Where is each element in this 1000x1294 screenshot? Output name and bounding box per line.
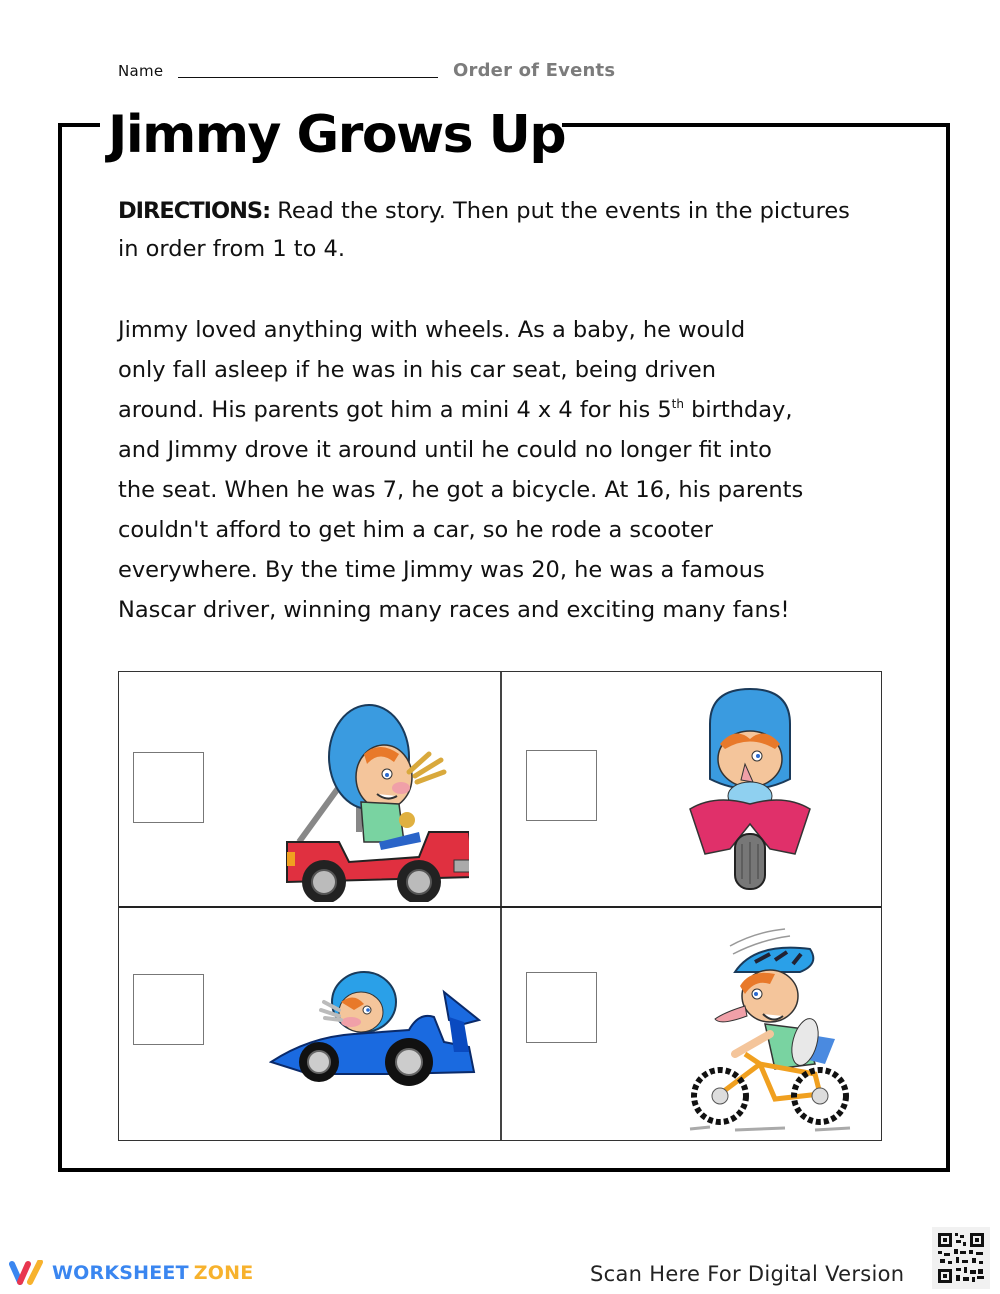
- boy-riding-bicycle-icon: [675, 924, 855, 1134]
- page-title: Jimmy Grows Up: [108, 105, 566, 165]
- frame-border-top-left: [58, 123, 100, 127]
- story-line: the seat. When he was 7, he got a bicycle. At 16, his parents: [118, 477, 804, 503]
- story-line: and Jimmy drove it around until he could no longer fit into: [118, 437, 772, 463]
- story-line: only fall asleep if he was in his car seat, being driven: [118, 357, 716, 383]
- directions-text: Read the story. Then put the events in the pictures in order from 1 to 4.: [118, 198, 850, 262]
- story-line-text: around. His parents got him a mini 4 x 4 for his 5: [118, 397, 672, 423]
- qr-code-icon[interactable]: [932, 1227, 990, 1289]
- frame-border-bottom: [58, 1168, 950, 1172]
- scan-instruction: Scan Here For Digital Version: [590, 1262, 905, 1286]
- answer-box-top-right[interactable]: [526, 750, 597, 821]
- story-line-tail: birthday,: [683, 397, 793, 423]
- story-line: couldn't afford to get him a car, so he rode a scooter: [118, 517, 713, 543]
- story-line: Jimmy loved anything with wheels. As a baby, he would: [118, 317, 746, 343]
- frame-border-left: [58, 123, 62, 1172]
- answer-box-top-left[interactable]: [133, 752, 204, 823]
- frame-border-top-right: [562, 123, 950, 127]
- picture-grid: [118, 671, 882, 1141]
- brand-name-worksheet: WORKSHEET: [52, 1262, 189, 1284]
- boy-riding-pink-scooter-icon: [685, 684, 815, 899]
- answer-box-bottom-left[interactable]: [133, 974, 204, 1045]
- answer-box-bottom-right[interactable]: [526, 972, 597, 1043]
- worksheet-zone-logo-icon: [8, 1260, 46, 1286]
- story-line: Nascar driver, winning many races and exciting many fans!: [118, 597, 790, 623]
- story-paragraph: [118, 310, 908, 630]
- boy-driving-blue-race-car-icon: [269, 962, 484, 1092]
- boy-driving-red-mini-4x4-icon: [269, 692, 469, 902]
- frame-border-right: [946, 123, 950, 1172]
- ordinal-suffix: th: [671, 397, 684, 411]
- story-line: everywhere. By the time Jimmy was 20, he was a famous: [118, 557, 765, 583]
- brand-name-zone: ZONE: [193, 1262, 254, 1284]
- name-label: Name: [118, 62, 164, 80]
- story-line: [118, 390, 908, 430]
- name-input-line[interactable]: [178, 77, 438, 78]
- worksheet-zone-logo[interactable]: [8, 1258, 253, 1288]
- grid-divider-horizontal: [119, 906, 881, 908]
- directions: [118, 192, 858, 268]
- directions-label: DIRECTIONS:: [118, 198, 271, 224]
- worksheet-subject: Order of Events: [453, 60, 616, 81]
